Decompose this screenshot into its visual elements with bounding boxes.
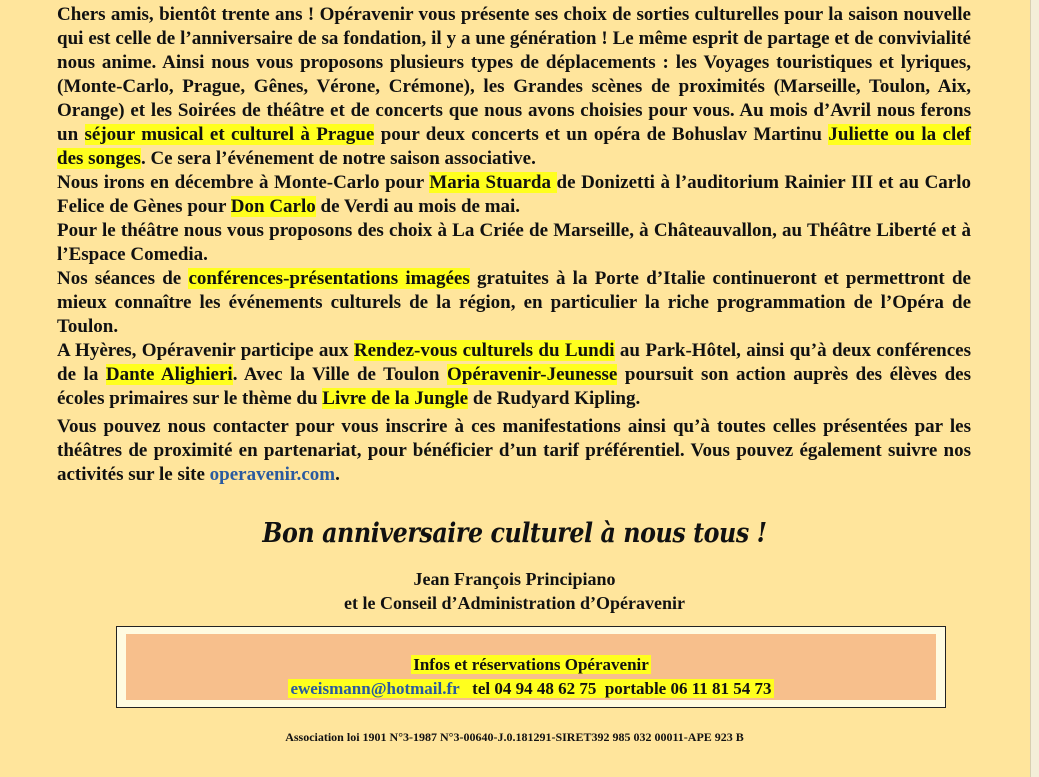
text-segment: Nous irons en décembre à Monte-Carlo pour [57, 172, 430, 193]
text-segment: de Rudyard Kipling. [468, 388, 641, 409]
paragraph [57, 219, 971, 267]
text-segment: de Donizetti à l’auditorium Rainier III et au Carlo Felice de Gènes pour [57, 172, 972, 217]
text-segment: au Park-Hôtel, ainsi qu’à deux conférences de la [57, 340, 971, 385]
text-segment: Pour le théâtre nous vous proposons des choix à La Criée de Marseille, à Châteauvallon, au Théâtre Liberté et à l’Espace Comedia. [57, 220, 971, 265]
text-segment: de Verdi au mois de mai. [315, 196, 521, 217]
highlighted-text: séjour musical et culturel à Prague [84, 124, 375, 145]
legal-footer: Association loi 1901 N°3-1987 N°3-00640-J.0.181291-SIRET392 985 032 00011-APE 923 B [285, 730, 744, 744]
highlighted-text: Juliette ou la clef des songes [57, 124, 971, 169]
letter-body [57, 3, 971, 487]
paragraph [57, 267, 971, 339]
page-edge [1030, 0, 1039, 777]
email-link[interactable]: eweismann@hotmail.fr [290, 679, 460, 698]
text-segment: Chers amis, bientôt trente ans ! Opéravenir vous présente ses choix de sorties culturelles pour la saison nouvelle qui est celle de l’anniversaire de sa fondation, il y a une génération ! Le même esprit de partage et de convivialité nous anime. Ainsi nous vous proposons plusieurs types de déplacements : les Voyages touristiques et lyriques, (Monte-Carlo, Prague, Gênes, Vérone, Crémone), les Grandes scènes de proximités (Marseille, Toulon, Aix, Orange) et les Soirées de théâtre et de concerts que nous avons choisies pour vous. Au mois d’Avril nous ferons un [57, 4, 971, 145]
website-link[interactable]: operavenir.com [209, 464, 336, 485]
text-segment: . Ce sera l’événement de notre saison associative. [140, 148, 536, 169]
info-title: Infos et réservations Opéravenir [413, 655, 649, 674]
text-segment: A Hyères, Opéravenir participe aux [57, 340, 354, 361]
highlighted-text: conférences-présentations imagées [188, 268, 470, 289]
phone-numbers: tel 04 94 48 62 75 portable 06 11 81 54 73 [459, 679, 772, 698]
highlighted-text: Rendez-vous culturels du Lundi [353, 340, 615, 361]
text-segment: . [335, 464, 340, 485]
signature-council: et le Conseil d’Administration d’Opéravenir [344, 593, 685, 613]
text-segment: gratuites à la Porte d’Italie continueront et permettront de mieux connaître les événements culturels de la région, en particulier la riche programmation de l’Opéra de Toulon. [57, 268, 971, 337]
paragraph [57, 171, 971, 219]
highlighted-text: Opéravenir-Jeunesse [447, 364, 618, 385]
text-segment: Vous pouvez nous contacter pour vous inscrire à ces manifestations ainsi qu’à toutes celles présentées par les théâtres de proximité en partenariat, pour bénéficier d’un tarif préférentiel. Vous pouvez également suivre nos activités sur le site [57, 416, 971, 485]
signature-name: Jean François Principiano [413, 569, 616, 589]
text-segment: . Avec la Ville de Toulon [232, 364, 448, 385]
info-panel [126, 634, 936, 700]
info-box [116, 626, 946, 708]
text-segment: poursuit son action auprès des élèves des écoles primaires sur le thème du [57, 364, 971, 409]
highlighted-text: Dante Alighieri [105, 364, 233, 385]
text-segment: Nos séances de [57, 268, 189, 289]
paragraph [57, 415, 971, 487]
signature-block [0, 567, 1029, 615]
text-segment: pour deux concerts et un opéra de Bohuslav Martinu [374, 124, 829, 145]
paragraph [57, 3, 971, 171]
paragraph [57, 339, 971, 411]
slogan: Bon anniversaire culturel à nous tous ! [262, 518, 767, 549]
highlighted-text: Livre de la Jungle [322, 388, 469, 409]
highlighted-text: Maria Stuarda [429, 172, 557, 193]
highlighted-text: Don Carlo [230, 196, 316, 217]
